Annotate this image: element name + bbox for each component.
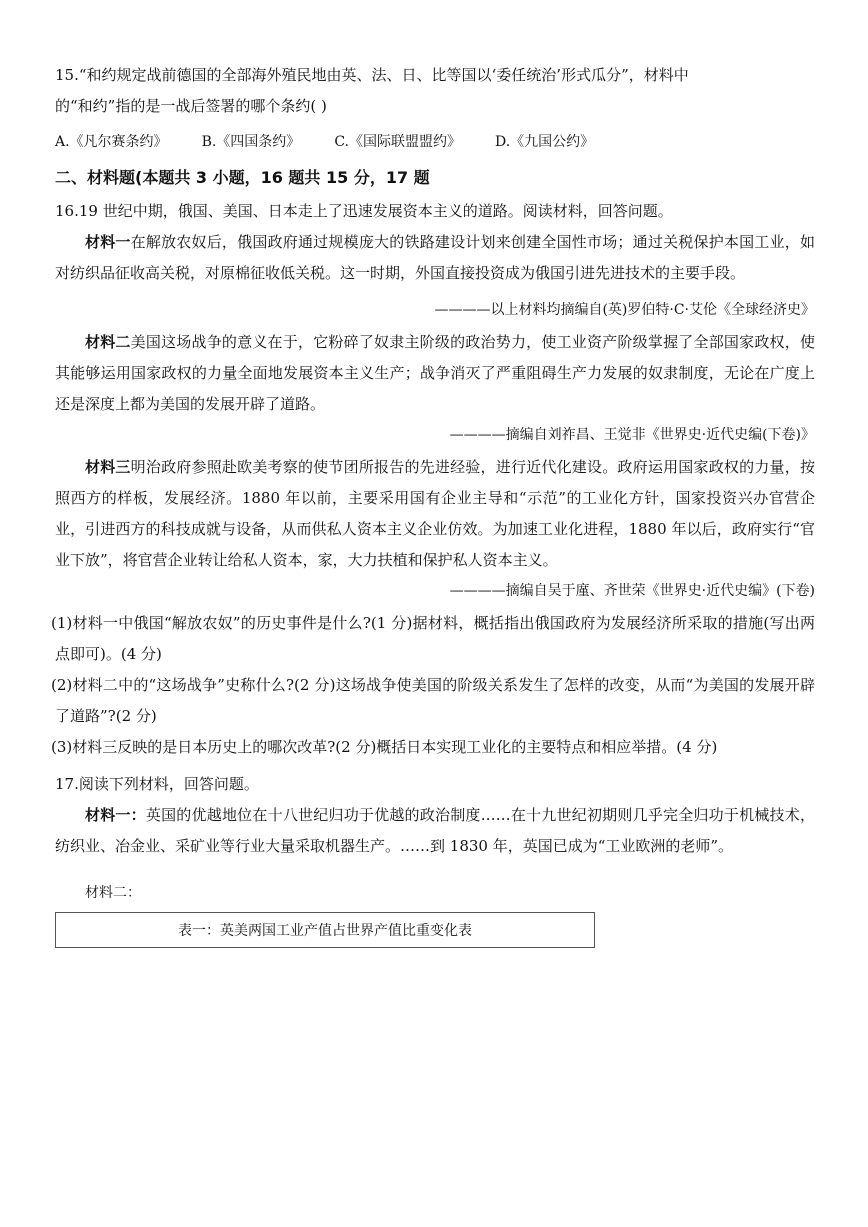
- option-b: B.《四国条约》: [201, 134, 301, 150]
- q16-material-1: [55, 227, 815, 289]
- q16-material-3: [55, 452, 815, 576]
- option-a: A.《凡尔赛条约》: [55, 134, 168, 150]
- question-15-line2: 的“和约”指的是一战后签署的哪个条约( ): [55, 97, 327, 115]
- question-15-options: [55, 126, 815, 158]
- option-c: C.《国际联盟盟约》: [334, 134, 461, 150]
- material-label: 材料二: [85, 333, 131, 351]
- q16-material-3-source: ————摘编自吴于廑、齐世荣《世界史·近代史编》(下卷): [449, 583, 815, 599]
- table-title: 表一：英美两国工业产值占世界产值比重变化表: [178, 923, 472, 939]
- q17-material-2-label: 材料二：: [85, 885, 141, 901]
- material-text: 明治政府参照赴欧美考察的使节团所报告的先进经验，进行近代化建设。政府运用国家政权的力量，按照西方的样板，发展经济。1880 年以前，主要采用国有企业主导和“示范”的工业化方针，国家投资兴办官营企业，引进西方的科技成就与设备，从而供私人资本主义企业仿效。为加速工业化进程，1880 年以后，政府实行“官业下放”，将官营企业转让给私人资本，家，大力扶植和保护私人资本主义。: [55, 458, 815, 569]
- table-title-box: [55, 912, 595, 948]
- q16-material-1-source: ————以上材料均摘编自(英)罗伯特·C·艾伦《全球经济史》: [434, 302, 815, 318]
- material-text: 美国这场战争的意义在于，它粉碎了奴隶主阶级的政治势力，使工业资产阶级掌握了全部国家政权，使其能够运用国家政权的力量全面地发展资本主义生产；战争消灭了严重阻碍生产力发展的奴隶制度，无论在广度上还是深度上都为美国的发展开辟了道路。: [55, 333, 815, 413]
- material-label: 材料一：: [85, 806, 146, 824]
- q16-subquestion-3: (3)材料三反映的是日本历史上的哪次改革?(2 分)概括日本实现工业化的主要特点和相应举措。(4 分): [51, 738, 718, 756]
- question-17-intro: 17.阅读下列材料，回答问题。: [55, 775, 259, 793]
- option-d: D.《九国公约》: [494, 134, 595, 150]
- q17-material-1: [55, 800, 815, 862]
- section-title: 二、材料题(本题共 3 小题，16 题共 15 分，17 题: [55, 168, 430, 187]
- q16-subquestion-2: (2)材料二中的“这场战争”史称什么?(2 分)这场战争使美国的阶级关系发生了怎样的改变，从而“为美国的发展开辟了道路”?(2 分): [51, 676, 815, 725]
- material-label: 材料三: [85, 458, 131, 476]
- question-15-line1: 15.“和约规定战前德国的全部海外殖民地由英、法、日、比等国以‘委任统治’形式瓜分”，材料中: [55, 66, 689, 84]
- q16-subquestion-1: (1)材料一中俄国“解放农奴”的历史事件是什么?(1 分)据材料，概括指出俄国政府为发展经济所采取的措施(写出两点即可)。(4 分): [51, 614, 815, 663]
- question-15: [55, 60, 815, 122]
- question-16-intro: 16.19 世纪中期，俄国、美国、日本走上了迅速发展资本主义的道路。阅读材料，回答问题。: [55, 202, 673, 220]
- q16-material-2-source: ————摘编自刘祚昌、王觉非《世界史·近代史编(下卷)》: [449, 427, 815, 443]
- material-text: 在解放农奴后，俄国政府通过规模庞大的铁路建设计划来创建全国性市场；通过关税保护本国工业，如对纺织品征收高关税，对原棉征收低关税。这一时期，外国直接投资成为俄国引进先进技术的主要手段。: [55, 233, 815, 282]
- material-text: 英国的优越地位在十八世纪归功于优越的政治制度……在十九世纪初期则几乎完全归功于机械技术，纺织业、冶金业、采矿业等行业大量采取机器生产。……到 1830 年，英国已成为“工业欧洲的老师”。: [55, 806, 815, 855]
- exam-page: [51, 60, 815, 948]
- q16-material-2: [55, 327, 815, 420]
- material-label: 材料一: [85, 233, 131, 251]
